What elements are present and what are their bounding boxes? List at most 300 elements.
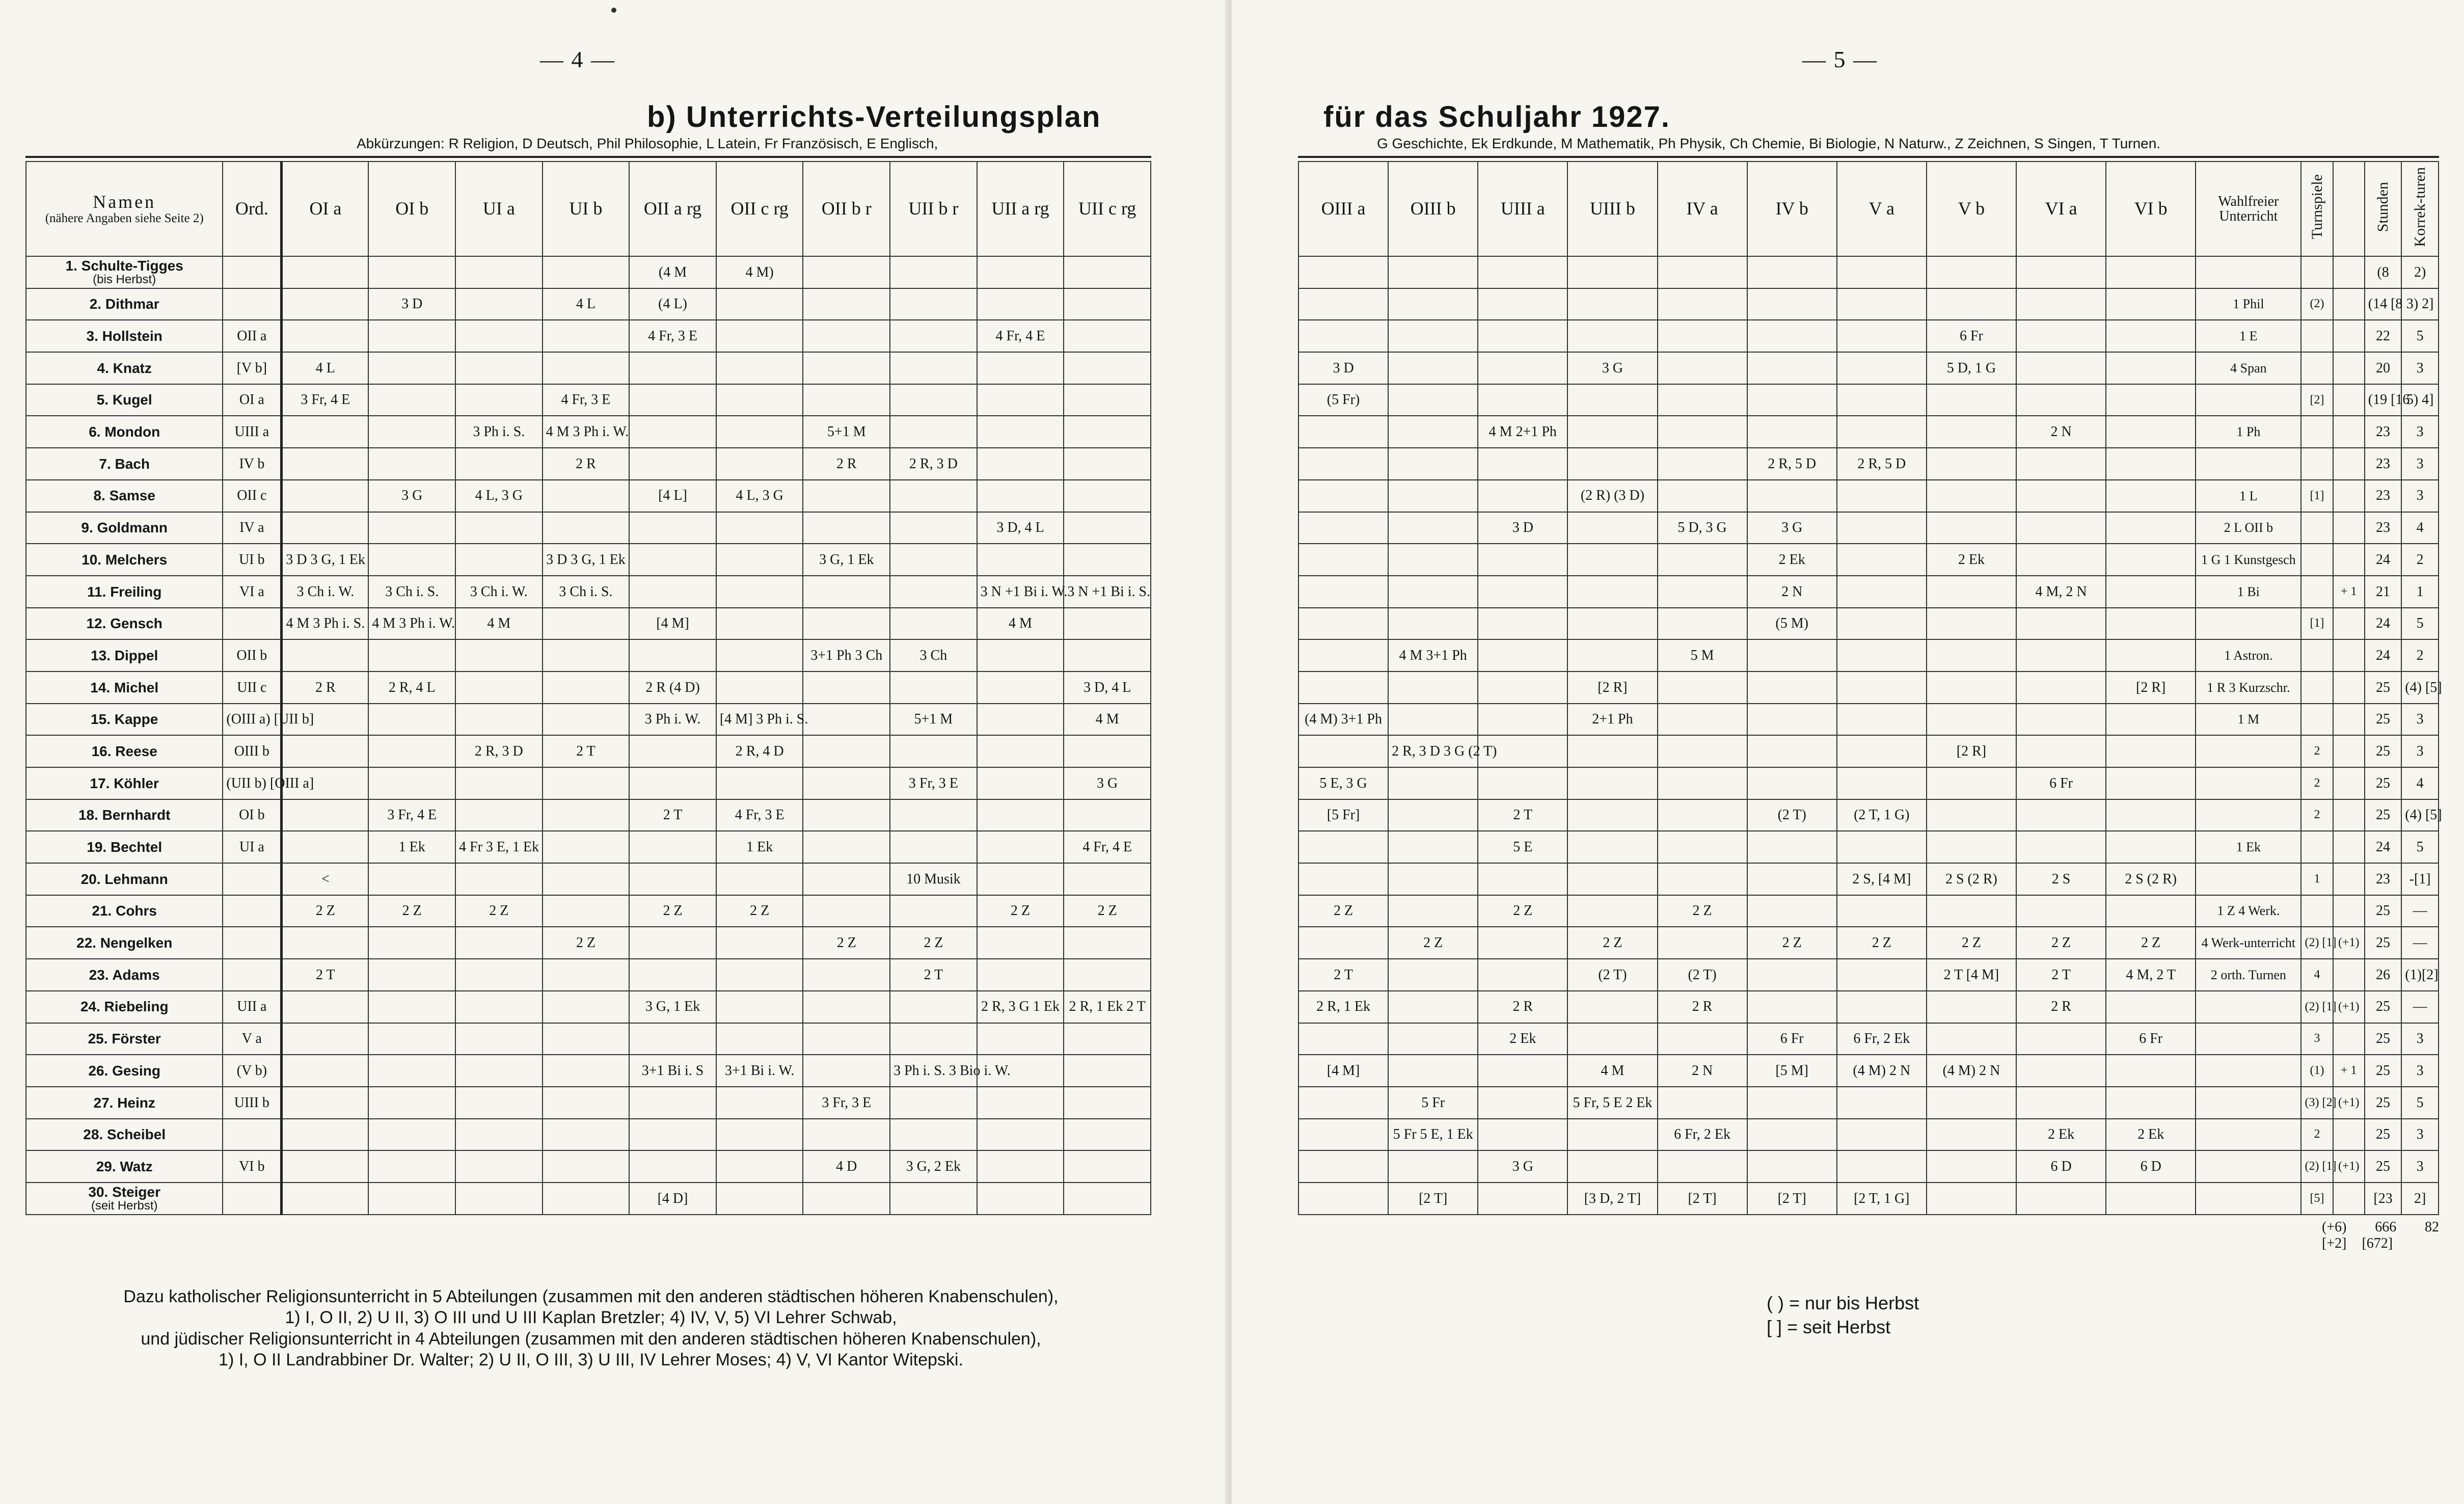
schedule-table-left [25, 161, 1151, 1215]
teacher-name: 12. Gensch [26, 608, 223, 640]
lesson-cell [543, 1119, 630, 1151]
lesson-cell [2016, 1055, 2106, 1087]
lesson-cell [1747, 991, 1837, 1023]
extra-cell [2333, 352, 2365, 384]
lesson-cell [1747, 1119, 1837, 1151]
lesson-cell [282, 448, 369, 480]
korrekturen-cell: — [2401, 895, 2439, 927]
lesson-cell [890, 480, 977, 512]
teacher-row [1298, 767, 2439, 799]
lesson-cell [1747, 1087, 1837, 1119]
lesson-cell [2016, 639, 2106, 672]
extra-cell: (+1) [2333, 1087, 2365, 1119]
stunden-cell: 26 [2365, 959, 2402, 991]
lesson-cell [2106, 639, 2196, 672]
lesson-cell [1747, 416, 1837, 448]
lesson-cell [977, 1087, 1064, 1119]
teacher-row [26, 480, 1151, 512]
lesson-cell [1658, 767, 1747, 799]
lesson-cell: 3 Ch i. S. [368, 576, 455, 608]
ordinarius-cell: OII b [223, 639, 281, 672]
teacher-row [26, 704, 1151, 736]
korrekturen-cell: — [2401, 927, 2439, 959]
lesson-cell [803, 959, 890, 991]
lesson-cell [803, 320, 890, 352]
teacher-name: 21. Cohrs [26, 895, 223, 927]
extra-cell: (+1) [2333, 1150, 2365, 1183]
lesson-cell [455, 256, 543, 288]
lesson-cell [2106, 895, 2196, 927]
lesson-cell [368, 256, 455, 288]
korrekturen-cell: 4 [2401, 512, 2439, 544]
turnspiele-cell: (2) [1] [2301, 1150, 2333, 1183]
lesson-cell: 2 R, 3 D 3 G (2 T) [1388, 735, 1478, 767]
lesson-cell [368, 639, 455, 672]
lesson-cell [1064, 544, 1151, 576]
lesson-cell: (5 Fr) [1298, 384, 1388, 416]
lesson-cell: 2 Z [1567, 927, 1657, 959]
lesson-cell [1747, 288, 1837, 320]
teacher-row [1298, 320, 2439, 352]
lesson-cell [2106, 480, 2196, 512]
abbreviations-left: Abkürzungen: R Religion, D Deutsch, Phil Philosophie, L Latein, Fr Französisch, E Englisch, [357, 136, 938, 151]
lesson-cell [1747, 895, 1837, 927]
wahlfreier-cell: 4 Werk-unterricht [2196, 927, 2301, 959]
teacher-row [26, 1119, 1151, 1151]
lesson-cell [977, 288, 1064, 320]
lesson-cell [1478, 863, 1567, 895]
lesson-cell [629, 1087, 716, 1119]
ordinarius-cell [223, 927, 281, 959]
lesson-cell [368, 959, 455, 991]
wahlfreier-cell: 1 R 3 Kurzschr. [2196, 672, 2301, 704]
lesson-cell [1064, 1055, 1151, 1087]
lesson-cell [1567, 735, 1657, 767]
ordinarius-cell: UII c [223, 672, 281, 704]
lesson-cell [977, 480, 1064, 512]
teacher-name: 10. Melchers [26, 544, 223, 576]
lesson-cell [1478, 256, 1567, 288]
lesson-cell [2106, 512, 2196, 544]
plan-title-continued: für das Schuljahr 1927. [1323, 100, 1671, 133]
left-page [0, 0, 1228, 1504]
lesson-cell [716, 927, 803, 959]
turnspiele-cell: [1] [2301, 480, 2333, 512]
lesson-cell: 5 Fr 5 E, 1 Ek [1388, 1119, 1478, 1151]
lesson-cell [2016, 799, 2106, 831]
korrekturen-cell: (4) [5] [2401, 672, 2439, 704]
lesson-cell [543, 480, 630, 512]
lesson-cell [629, 767, 716, 799]
lesson-cell [1478, 320, 1567, 352]
lesson-cell: 2 Z [1298, 895, 1388, 927]
turnspiele-cell: (2) [1] [2301, 927, 2333, 959]
lesson-cell: 2 Z [1837, 927, 1927, 959]
korrekturen-cell: 5 [2401, 1087, 2439, 1119]
lesson-cell [1064, 927, 1151, 959]
lesson-cell [1658, 256, 1747, 288]
lesson-cell [1567, 512, 1657, 544]
lesson-cell [2106, 831, 2196, 863]
teacher-name: 20. Lehmann [26, 863, 223, 895]
lesson-cell [543, 320, 630, 352]
lesson-cell [1388, 256, 1478, 288]
lesson-cell [977, 639, 1064, 672]
lesson-cell [543, 256, 630, 288]
lesson-cell [1298, 735, 1388, 767]
lesson-cell [1388, 991, 1478, 1023]
lesson-cell [1478, 384, 1567, 416]
wahlfreier-cell: 1 Astron. [2196, 639, 2301, 672]
lesson-cell [282, 288, 369, 320]
teacher-name: 11. Freiling [26, 576, 223, 608]
lesson-cell [282, 320, 369, 352]
lesson-cell [1927, 704, 2016, 736]
lesson-cell [1658, 831, 1747, 863]
lesson-cell [803, 512, 890, 544]
ordinarius-cell: UI a [223, 831, 281, 863]
totals-line [2322, 1236, 2439, 1252]
lesson-cell [1388, 288, 1478, 320]
lesson-cell [890, 1119, 977, 1151]
teacher-row [26, 384, 1151, 416]
lesson-cell [455, 320, 543, 352]
lesson-cell [629, 512, 716, 544]
lesson-cell [543, 352, 630, 384]
lesson-cell [890, 799, 977, 831]
turnspiele-cell: 2 [2301, 1119, 2333, 1151]
lesson-cell [2016, 288, 2106, 320]
lesson-cell: 3 Ch i. S. [543, 576, 630, 608]
teacher-row [1298, 480, 2439, 512]
lesson-cell [1478, 480, 1567, 512]
lesson-cell [368, 544, 455, 576]
lesson-cell [716, 1087, 803, 1119]
lesson-cell [890, 672, 977, 704]
lesson-cell: 3 D, 4 L [1064, 672, 1151, 704]
lesson-cell [1658, 352, 1747, 384]
class-header: IV a [1658, 162, 1747, 256]
lesson-cell [1567, 863, 1657, 895]
lesson-cell [890, 256, 977, 288]
lesson-cell: 4 L [543, 288, 630, 320]
lesson-cell [455, 863, 543, 895]
lesson-cell: [2 R] [1567, 672, 1657, 704]
wahlfreier-cell [2196, 735, 2301, 767]
lesson-cell: (4 L) [629, 288, 716, 320]
right-table-body [1298, 256, 2442, 1215]
lesson-cell: 2 R, 3 D [455, 735, 543, 767]
lesson-cell [977, 704, 1064, 736]
lesson-cell: 2 Z [716, 895, 803, 927]
footnote-line: Dazu katholischer Religionsunterricht in 5 Abteilungen (zusammen mit den anderen städtischen höheren Knabenschulen), [123, 1287, 1059, 1306]
lesson-cell [977, 544, 1064, 576]
lesson-cell [1388, 448, 1478, 480]
lesson-cell [803, 1023, 890, 1055]
teacher-row [26, 1150, 1151, 1183]
turnspiele-cell: (2) [1] [2301, 991, 2333, 1023]
lesson-cell: 5 E [1478, 831, 1567, 863]
lesson-cell [1747, 831, 1837, 863]
lesson-cell: 2 Z [1747, 927, 1837, 959]
lesson-cell [977, 384, 1064, 416]
lesson-cell: 3 D [368, 288, 455, 320]
lesson-cell [455, 544, 543, 576]
extra-cell [2333, 704, 2365, 736]
lesson-cell [1837, 959, 1927, 991]
teacher-name: 7. Bach [26, 448, 223, 480]
turnspiele-cell [2301, 639, 2333, 672]
lesson-cell [1658, 288, 1747, 320]
lesson-cell [2016, 672, 2106, 704]
lesson-cell [803, 480, 890, 512]
wahlfreier-cell: 1 L [2196, 480, 2301, 512]
lesson-cell [455, 384, 543, 416]
class-header: VI b [2106, 162, 2196, 256]
class-header: OI b [368, 162, 455, 256]
lesson-cell [1658, 735, 1747, 767]
teacher-row [1298, 895, 2439, 927]
extra-cell [2333, 767, 2365, 799]
lesson-cell [1567, 384, 1657, 416]
lesson-cell [543, 1150, 630, 1183]
teacher-row [1298, 1150, 2439, 1183]
extra-cell: + 1 [2333, 576, 2365, 608]
lesson-cell [1658, 320, 1747, 352]
lesson-cell [1064, 639, 1151, 672]
lesson-cell [716, 1183, 803, 1215]
class-header: UII a rg [977, 162, 1064, 256]
lesson-cell [368, 1119, 455, 1151]
lesson-cell: 2 N [2016, 416, 2106, 448]
lesson-cell: 5+1 M [890, 704, 977, 736]
lesson-cell [803, 735, 890, 767]
lesson-cell [1927, 831, 2016, 863]
teacher-row [26, 895, 1151, 927]
stunden-cell: 25 [2365, 1023, 2402, 1055]
lesson-cell [1298, 416, 1388, 448]
lesson-cell [368, 384, 455, 416]
lesson-cell [1478, 959, 1567, 991]
lesson-cell [1837, 576, 1927, 608]
teacher-name: 24. Riebeling [26, 991, 223, 1023]
lesson-cell [890, 608, 977, 640]
lesson-cell [1298, 1087, 1388, 1119]
lesson-cell [2016, 704, 2106, 736]
lesson-cell: 4 M 3+1 Ph [1388, 639, 1478, 672]
lesson-cell [1298, 639, 1388, 672]
extra-cell [2333, 1183, 2365, 1215]
lesson-cell: 4 M 3 Ph i. W. [543, 416, 630, 448]
lesson-cell [1658, 1150, 1747, 1183]
turnspiele-cell: [2] [2301, 384, 2333, 416]
lesson-cell [2106, 544, 2196, 576]
lesson-cell [803, 1183, 890, 1215]
lesson-cell [543, 959, 630, 991]
teacher-row [1298, 1183, 2439, 1215]
lesson-cell [1658, 1023, 1747, 1055]
lesson-cell: 4 M [1567, 1055, 1657, 1087]
stunden-cell: (19 [16 [2365, 384, 2402, 416]
lesson-cell [1837, 831, 1927, 863]
lesson-cell: 4 M [1064, 704, 1151, 736]
lesson-cell [803, 608, 890, 640]
blank-header [2333, 162, 2365, 256]
lesson-cell [1747, 704, 1837, 736]
lesson-cell [1567, 256, 1657, 288]
lesson-cell [977, 735, 1064, 767]
teacher-name: 3. Hollstein [26, 320, 223, 352]
lesson-cell: 2 Z [1064, 895, 1151, 927]
lesson-cell [629, 384, 716, 416]
class-header: UIII b [1567, 162, 1657, 256]
korrekturen-cell: 3 [2401, 480, 2439, 512]
lesson-cell [1064, 352, 1151, 384]
lesson-cell [1658, 704, 1747, 736]
lesson-cell: 3 Fr, 4 E [368, 799, 455, 831]
totals-line [2322, 1219, 2439, 1236]
legend-bracket: [ ] = seit Herbst [1767, 1316, 1891, 1337]
schedule-table-right [1298, 161, 2442, 1215]
lesson-cell [1478, 704, 1567, 736]
stunden-cell: (14 [8 [2365, 288, 2402, 320]
lesson-cell [368, 1150, 455, 1183]
lesson-cell [629, 831, 716, 863]
abbreviations-right: G Geschichte, Ek Erdkunde, M Mathematik, Ph Physik, Ch Chemie, Bi Biologie, N Naturw., Z Zeichnen, S Singen, T Turnen. [1377, 136, 2161, 151]
lesson-cell [1298, 1150, 1388, 1183]
page-number-right: — 5 — [1802, 46, 1878, 72]
wahlfreier-cell [2196, 256, 2301, 288]
totals-hours-2: [672] [2362, 1236, 2393, 1252]
korrekturen-cell: 5 [2401, 608, 2439, 640]
lesson-cell: 2 Ek [2016, 1119, 2106, 1151]
stunden-cell: 25 [2365, 1087, 2402, 1119]
lesson-cell: 2 R, 5 D [1747, 448, 1837, 480]
lesson-cell [368, 1055, 455, 1087]
lesson-cell: 5 M [1658, 639, 1747, 672]
lesson-cell [455, 1183, 543, 1215]
lesson-cell [1927, 448, 2016, 480]
lesson-cell [803, 1055, 890, 1087]
lesson-cell [1298, 512, 1388, 544]
extra-cell [2333, 799, 2365, 831]
lesson-cell: 2 R, 3 D [890, 448, 977, 480]
lesson-cell [1747, 1150, 1837, 1183]
lesson-cell [2016, 352, 2106, 384]
lesson-cell: 2 Z [2016, 927, 2106, 959]
lesson-cell [890, 991, 977, 1023]
turnspiele-cell [2301, 416, 2333, 448]
lesson-cell [1658, 576, 1747, 608]
lesson-cell [1927, 991, 2016, 1023]
turnspiele-cell: 2 [2301, 799, 2333, 831]
teacher-row [1298, 991, 2439, 1023]
lesson-cell [1388, 1150, 1478, 1183]
ordinarius-cell: (UII b) [OIII a] [223, 767, 281, 799]
stunden-cell: 25 [2365, 1055, 2402, 1087]
top-rule-left [25, 156, 1151, 158]
lesson-cell [1747, 767, 1837, 799]
lesson-cell: 2 T [890, 959, 977, 991]
turnspiele-cell [2301, 576, 2333, 608]
lesson-cell [455, 448, 543, 480]
lesson-cell [1837, 895, 1927, 927]
wahlfreier-cell: 1 G 1 Kunstgesch [2196, 544, 2301, 576]
lesson-cell: 2 T [629, 799, 716, 831]
lesson-cell: (2 T) [1658, 959, 1747, 991]
teacher-row [1298, 1023, 2439, 1055]
lesson-cell [2016, 320, 2106, 352]
wahlfreier-header: Wahlfreier Unterricht [2196, 162, 2301, 256]
wahlfreier-cell: 2 orth. Turnen [2196, 959, 2301, 991]
extra-cell [2333, 256, 2365, 288]
lesson-cell [1927, 576, 2016, 608]
stunden-cell: 25 [2365, 1150, 2402, 1183]
lesson-cell [1388, 895, 1478, 927]
lesson-cell: 2 Z [282, 895, 369, 927]
lesson-cell [716, 1023, 803, 1055]
lesson-cell: 2 R [282, 672, 369, 704]
ordinarius-cell: OII c [223, 480, 281, 512]
class-header: UI a [455, 162, 543, 256]
lesson-cell: 2 Z [629, 895, 716, 927]
wahlfreier-cell: 1 Ph [2196, 416, 2301, 448]
lesson-cell: 4 Fr, 3 E [716, 799, 803, 831]
extra-cell [2333, 959, 2365, 991]
lesson-cell [543, 672, 630, 704]
lesson-cell: [4 M] [629, 608, 716, 640]
lesson-cell [2106, 767, 2196, 799]
wahlfreier-cell [2196, 1023, 2301, 1055]
lesson-cell [629, 959, 716, 991]
lesson-cell: [4 M] 3 Ph i. S. [716, 704, 803, 736]
lesson-cell [1298, 1119, 1388, 1151]
ordinarius-cell: (OIII a) [UII b] [223, 704, 281, 736]
ordinarius-cell: OII a [223, 320, 281, 352]
lesson-cell [455, 1119, 543, 1151]
lesson-cell [1927, 1150, 2016, 1183]
stunden-cell: 23 [2365, 480, 2402, 512]
lesson-cell [977, 1119, 1064, 1151]
lesson-cell [890, 288, 977, 320]
extra-cell [2333, 416, 2365, 448]
lesson-cell [455, 639, 543, 672]
lesson-cell [1064, 512, 1151, 544]
lesson-cell: 1 Ek [716, 831, 803, 863]
lesson-cell [2106, 416, 2196, 448]
lesson-cell: (2 T) [1747, 799, 1837, 831]
lesson-cell [1298, 480, 1388, 512]
lesson-cell [1388, 1023, 1478, 1055]
class-header: OII b r [803, 162, 890, 256]
lesson-cell [716, 544, 803, 576]
extra-cell [2333, 895, 2365, 927]
stunden-cell: 24 [2365, 544, 2402, 576]
lesson-cell [1927, 672, 2016, 704]
lesson-cell: [5 M] [1747, 1055, 1837, 1087]
stunden-cell: 25 [2365, 704, 2402, 736]
ordinarius-cell: IV b [223, 448, 281, 480]
class-header: UII b r [890, 162, 977, 256]
lesson-cell: 2 T [4 M] [1927, 959, 2016, 991]
lesson-cell [890, 1087, 977, 1119]
teacher-row [1298, 384, 2439, 416]
teacher-row [1298, 448, 2439, 480]
wahlfreier-cell [2196, 1087, 2301, 1119]
lesson-cell [1567, 416, 1657, 448]
lesson-cell [629, 1150, 716, 1183]
stunden-cell: 25 [2365, 735, 2402, 767]
